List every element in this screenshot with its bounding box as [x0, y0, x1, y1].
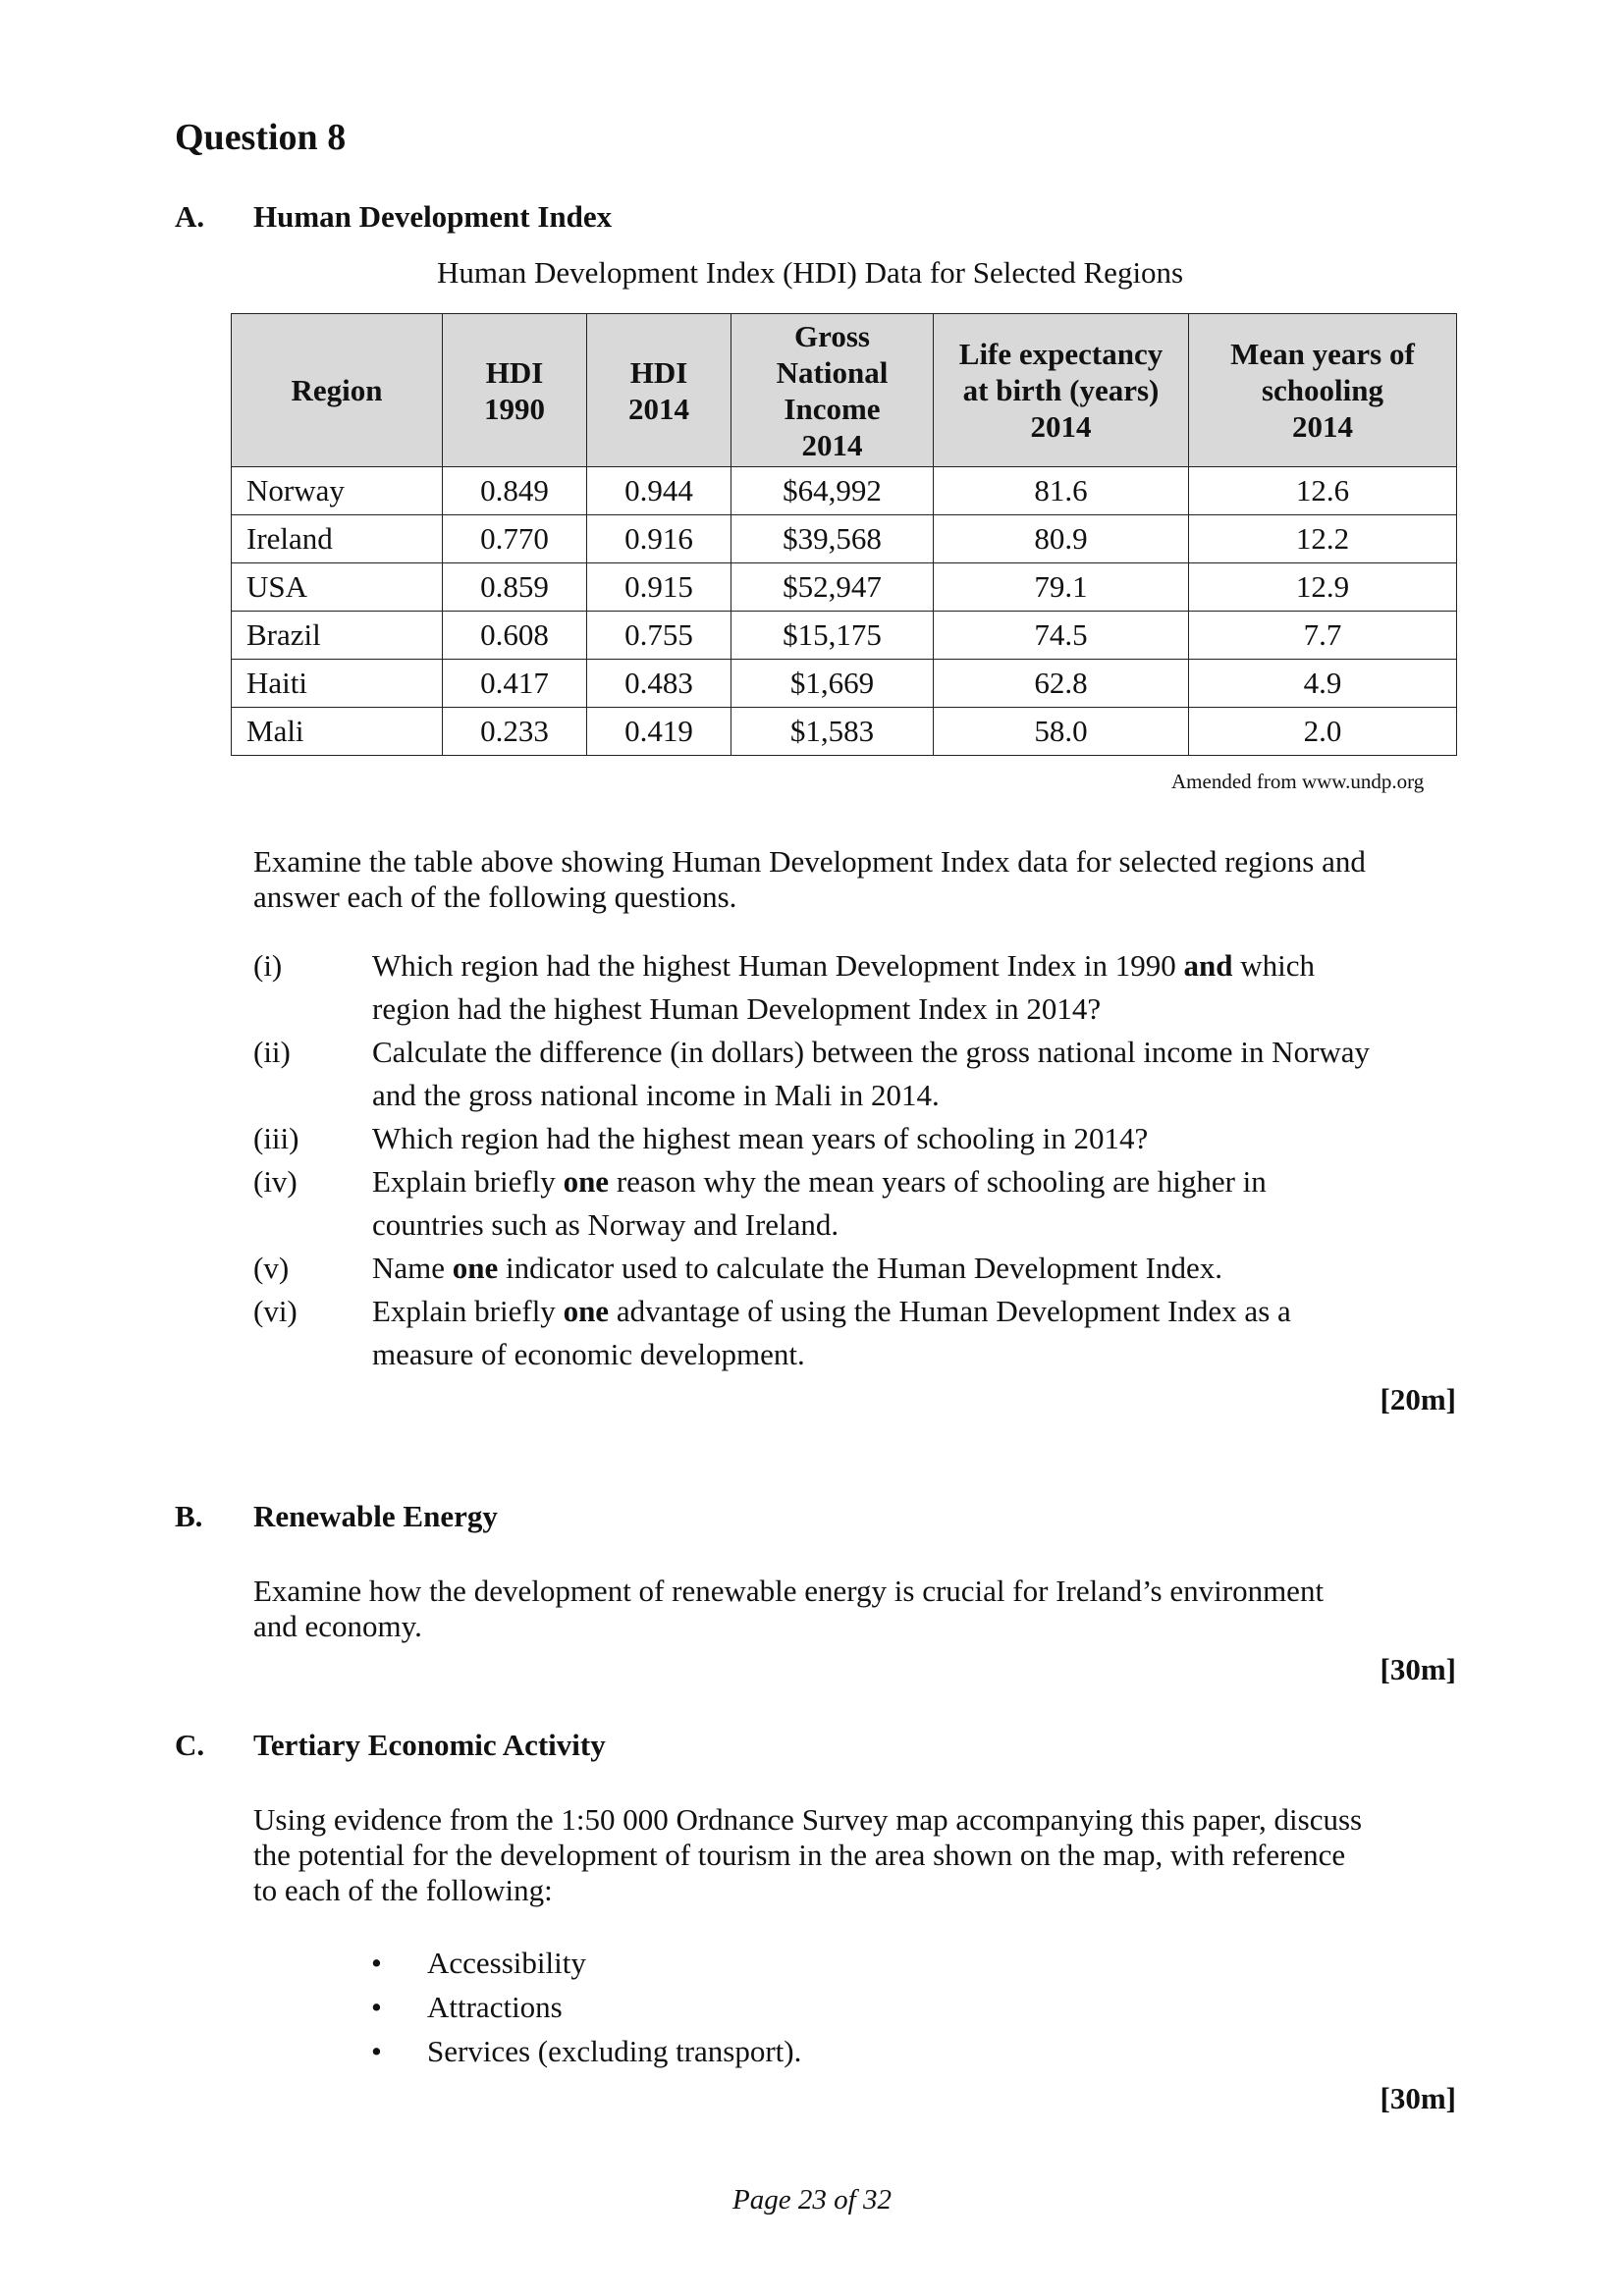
cell-gni: $64,992 [731, 467, 934, 515]
cell-life-expectancy: 58.0 [934, 708, 1189, 756]
page-footer: Page 23 of 32 [732, 2184, 892, 2216]
question-title: Question 8 [175, 117, 347, 158]
cell-region: USA [232, 563, 443, 612]
question-text: Which region had the highest Human Development Index in 1990 and which region had the highest Human Development Index in 2014? [372, 948, 1315, 1026]
section-b-marks: [30m] [1380, 1652, 1456, 1686]
header-life-expectancy: Life expectancy at birth (years) 2014 [934, 314, 1189, 467]
section-c-letter: C. [175, 1728, 205, 1762]
header-hdi-2014: HDI 2014 [587, 314, 731, 467]
bullet-text: Services (excluding transport). [427, 2034, 802, 2068]
table-row [232, 660, 1457, 708]
cell-region: Haiti [232, 660, 443, 708]
table-header-row [232, 314, 1457, 467]
section-a-marks: [20m] [1380, 1382, 1456, 1416]
question-text: Calculate the difference (in dollars) between the gross national income in Norway and the gross national income in Mali in 2014. [372, 1035, 1371, 1112]
table-row [232, 515, 1457, 563]
section-a-letter: A. [175, 199, 205, 234]
cell-hdi-2014: 0.916 [587, 515, 731, 563]
table-row [232, 467, 1457, 515]
cell-hdi-1990: 0.859 [443, 563, 587, 612]
cell-schooling: 12.2 [1189, 515, 1457, 563]
cell-gni: $1,583 [731, 708, 934, 756]
question-number: (iv) [253, 1164, 298, 1199]
question-number: (iii) [253, 1121, 299, 1155]
section-c-text: Using evidence from the 1:50 000 Ordnance Survey map accompanying this paper, discuss the potential for the development of tourism in the area shown on the map, with reference to each of the following: [253, 1802, 1363, 1907]
cell-hdi-1990: 0.417 [443, 660, 587, 708]
cell-hdi-2014: 0.755 [587, 612, 731, 660]
cell-life-expectancy: 79.1 [934, 563, 1189, 612]
section-a-title: Human Development Index [253, 199, 613, 234]
cell-schooling: 7.7 [1189, 612, 1457, 660]
cell-hdi-1990: 0.770 [443, 515, 587, 563]
bullet-text: Attractions [427, 1990, 563, 2024]
question-text: Name one indicator used to calculate the Human Development Index. [372, 1251, 1222, 1285]
bullet-icon: • [371, 1990, 382, 2024]
cell-life-expectancy: 81.6 [934, 467, 1189, 515]
section-b-letter: B. [175, 1499, 203, 1533]
cell-schooling: 12.9 [1189, 563, 1457, 612]
cell-region: Brazil [232, 612, 443, 660]
cell-schooling: 2.0 [1189, 708, 1457, 756]
cell-schooling: 4.9 [1189, 660, 1457, 708]
question-text: Explain briefly one reason why the mean years of schooling are higher in countries such as Norway and Ireland. [372, 1164, 1267, 1242]
section-c-marks: [30m] [1380, 2081, 1456, 2115]
table-caption: Human Development Index (HDI) Data for Selected Regions [437, 255, 1184, 290]
table-row [232, 563, 1457, 612]
cell-hdi-2014: 0.915 [587, 563, 731, 612]
cell-hdi-2014: 0.944 [587, 467, 731, 515]
header-region: Region [232, 314, 443, 467]
cell-hdi-2014: 0.419 [587, 708, 731, 756]
section-a-intro: Examine the table above showing Human Development Index data for selected regions and answer each of the following questions. [253, 844, 1366, 914]
cell-hdi-1990: 0.233 [443, 708, 587, 756]
question-number: (vi) [253, 1294, 298, 1328]
header-hdi-1990: HDI 1990 [443, 314, 587, 467]
question-number: (ii) [253, 1035, 291, 1069]
cell-region: Ireland [232, 515, 443, 563]
cell-schooling: 12.6 [1189, 467, 1457, 515]
header-schooling: Mean years of schooling 2014 [1189, 314, 1457, 467]
table-row [232, 612, 1457, 660]
question-number: (i) [253, 948, 283, 983]
cell-hdi-1990: 0.608 [443, 612, 587, 660]
cell-life-expectancy: 80.9 [934, 515, 1189, 563]
cell-gni: $52,947 [731, 563, 934, 612]
section-b-title: Renewable Energy [253, 1499, 498, 1533]
header-gni: Gross National Income 2014 [731, 314, 934, 467]
table-source: Amended from www.undp.org [1171, 770, 1425, 793]
hdi-table [231, 313, 1457, 756]
cell-region: Mali [232, 708, 443, 756]
table-row [232, 708, 1457, 756]
section-b-text: Examine how the development of renewable energy is crucial for Ireland’s environment and economy. [253, 1574, 1325, 1643]
cell-region: Norway [232, 467, 443, 515]
cell-life-expectancy: 74.5 [934, 612, 1189, 660]
cell-life-expectancy: 62.8 [934, 660, 1189, 708]
cell-hdi-2014: 0.483 [587, 660, 731, 708]
section-c-title: Tertiary Economic Activity [253, 1728, 606, 1762]
question-text: Which region had the highest mean years of schooling in 2014? [372, 1121, 1149, 1155]
cell-gni: $39,568 [731, 515, 934, 563]
bullet-text: Accessibility [427, 1946, 586, 1980]
bullet-icon: • [371, 2034, 382, 2068]
question-number: (v) [253, 1251, 290, 1285]
cell-gni: $15,175 [731, 612, 934, 660]
cell-hdi-1990: 0.849 [443, 467, 587, 515]
question-text: Explain briefly one advantage of using the Human Development Index as a measure of economic development. [372, 1294, 1291, 1371]
bullet-icon: • [371, 1946, 382, 1980]
cell-gni: $1,669 [731, 660, 934, 708]
